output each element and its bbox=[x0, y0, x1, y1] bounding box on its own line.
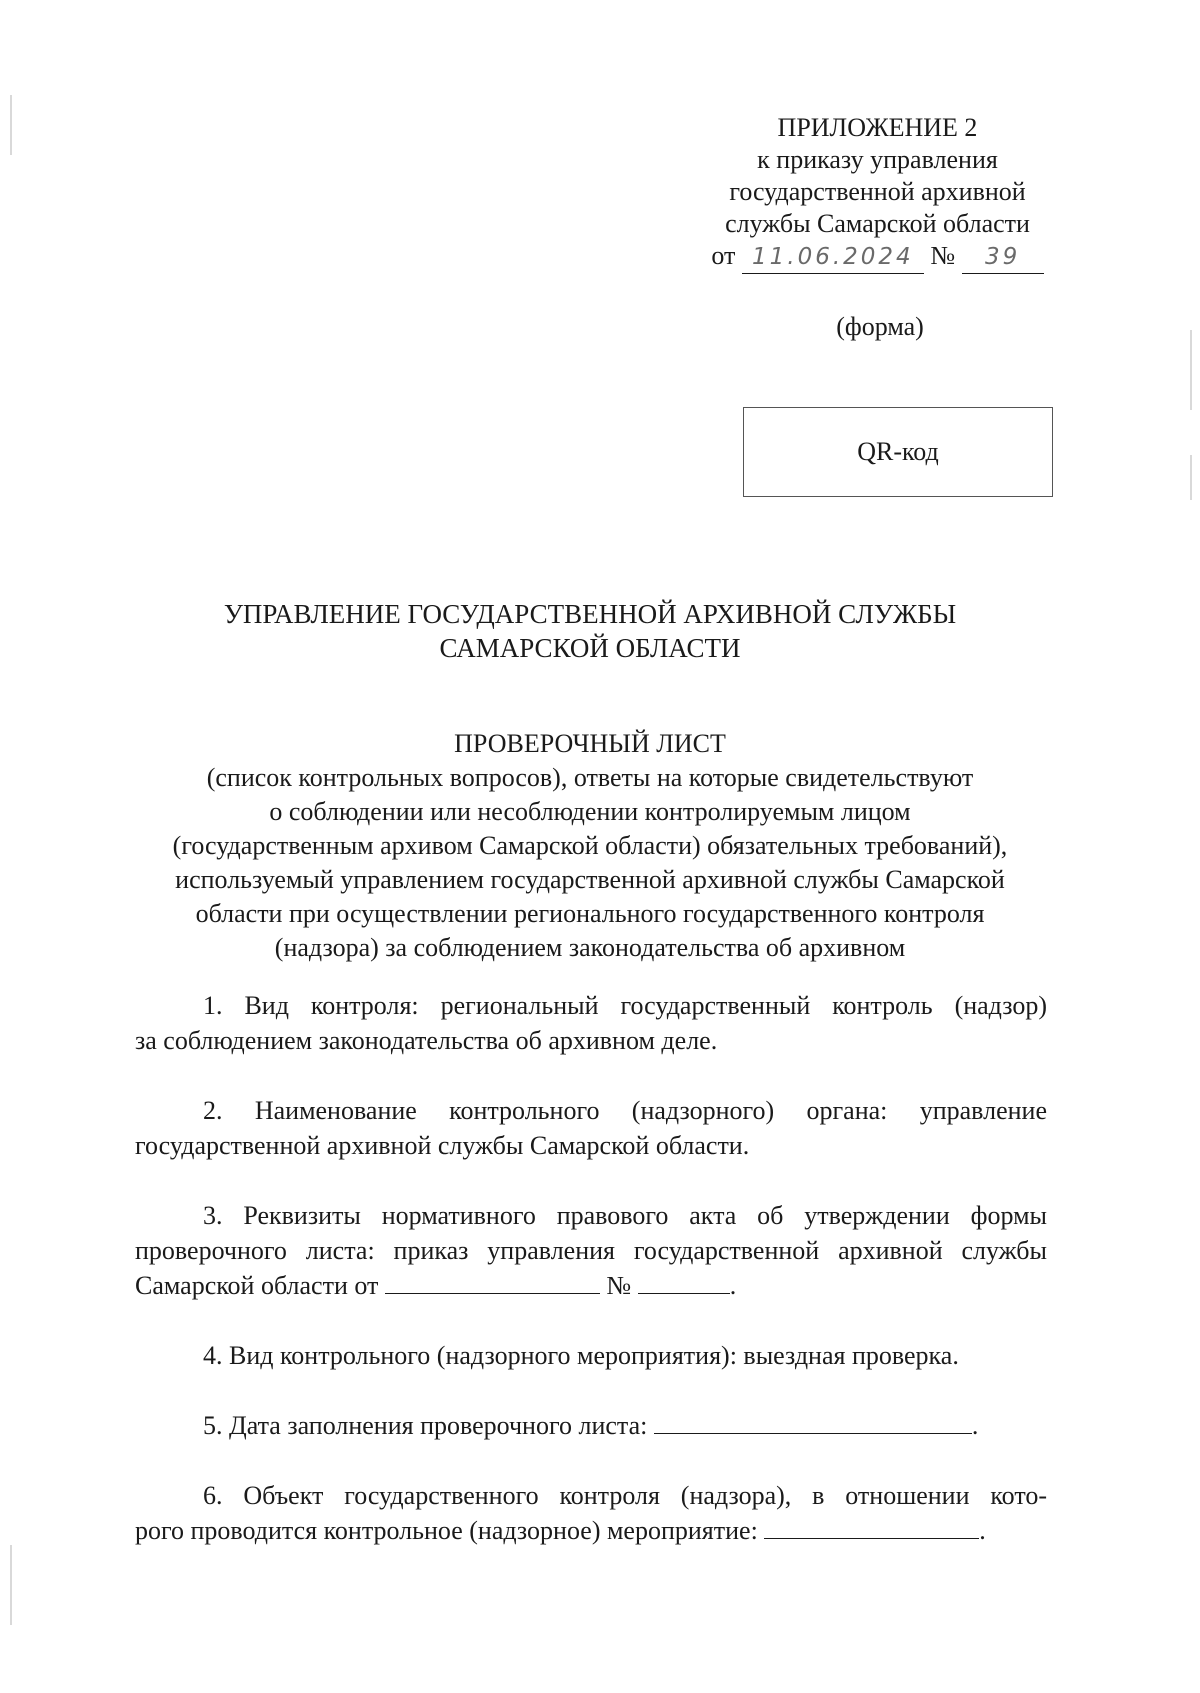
number-sign: № bbox=[606, 1271, 632, 1300]
document-title bbox=[135, 727, 1045, 965]
item-line: 6. Объект государственного контроля (надзора), в отношении кото- bbox=[203, 1481, 1047, 1510]
item-control-object bbox=[135, 1478, 1047, 1548]
item-fill-date bbox=[135, 1408, 1047, 1443]
item-event-type bbox=[135, 1338, 1047, 1373]
blank-number-field[interactable] bbox=[638, 1271, 730, 1294]
numbered-items bbox=[135, 988, 1047, 1583]
scan-edge-mark bbox=[1190, 330, 1192, 410]
item-line: 3. Реквизиты нормативного правового акта об утверждении формы bbox=[203, 1201, 1047, 1230]
line-end: . bbox=[971, 1411, 979, 1440]
appendix-header bbox=[680, 112, 1075, 274]
item-line: 4. Вид контрольного (надзорного мероприятия): выездная проверка. bbox=[203, 1341, 959, 1370]
item-line: за соблюдением законодательства об архивном деле. bbox=[135, 1026, 718, 1055]
item-line: 1. Вид контроля: региональный государственный контроль (надзор) bbox=[203, 991, 1047, 1020]
scan-edge-mark bbox=[10, 1545, 12, 1625]
item-line: 5. Дата заполнения проверочного листа: bbox=[203, 1411, 648, 1440]
number-prefix: № bbox=[930, 241, 956, 270]
item-line: проверочного листа: приказ управления государственной архивной службы bbox=[135, 1236, 1047, 1265]
appendix-line: государственной архивной bbox=[729, 177, 1026, 206]
doc-title-line: используемый управлением государственной архивной службы Самарской bbox=[175, 865, 1005, 894]
item-authority-name bbox=[135, 1093, 1047, 1163]
item-line: государственной архивной службы Самарской области. bbox=[135, 1131, 750, 1160]
org-title-line: УПРАВЛЕНИЕ ГОСУДАРСТВЕННОЙ АРХИВНОЙ СЛУЖБЫ bbox=[223, 599, 957, 629]
organization-title bbox=[135, 597, 1045, 665]
doc-heading: ПРОВЕРОЧНЫЙ ЛИСТ bbox=[454, 729, 726, 758]
item-line bbox=[135, 1513, 1047, 1548]
scan-edge-mark bbox=[10, 95, 12, 155]
doc-title-line: (список контрольных вопросов), ответы на которые свидетельствуют bbox=[206, 763, 974, 792]
line-end: . bbox=[979, 1516, 986, 1545]
blank-object-field[interactable] bbox=[764, 1516, 979, 1539]
handwritten-date: 11.06.2024 bbox=[742, 241, 924, 274]
blank-date-field[interactable] bbox=[385, 1271, 600, 1294]
doc-title-line: (государственным архивом Самарской области) обязательных требований), bbox=[172, 831, 1008, 860]
item-act-details bbox=[135, 1198, 1047, 1303]
line-end: . bbox=[729, 1271, 737, 1300]
item-line-prefix: Самарской области от bbox=[135, 1271, 379, 1300]
appendix-line: к приказу управления bbox=[757, 145, 998, 174]
appendix-title: ПРИЛОЖЕНИЕ 2 bbox=[777, 113, 978, 142]
qr-box-label: QR-код bbox=[857, 437, 939, 466]
scan-edge-mark bbox=[1190, 455, 1192, 500]
item-line: 2. Наименование контрольного (надзорного) органа: управление bbox=[203, 1096, 1047, 1125]
appendix-line: службы Самарской области bbox=[725, 209, 1030, 238]
doc-title-line: о соблюдении или несоблюдении контролируемым лицом bbox=[269, 797, 911, 826]
item-control-type bbox=[135, 988, 1047, 1058]
handwritten-number: 39 bbox=[962, 241, 1044, 274]
qr-code-placeholder bbox=[743, 407, 1053, 497]
form-label: (форма) bbox=[836, 312, 924, 341]
doc-title-line: (надзора) за соблюдением законодательства об архивном bbox=[274, 933, 906, 962]
item-line bbox=[135, 1268, 1047, 1303]
doc-title-line: области при осуществлении регионального государственного контроля bbox=[195, 899, 985, 928]
org-title-line: САМАРСКОЙ ОБЛАСТИ bbox=[439, 633, 741, 663]
item-line-prefix: рого проводится контрольное (надзорное) мероприятие: bbox=[135, 1516, 758, 1545]
blank-fill-date-field[interactable] bbox=[654, 1411, 972, 1434]
appendix-date-line bbox=[680, 240, 1075, 274]
date-prefix: от bbox=[711, 241, 736, 270]
